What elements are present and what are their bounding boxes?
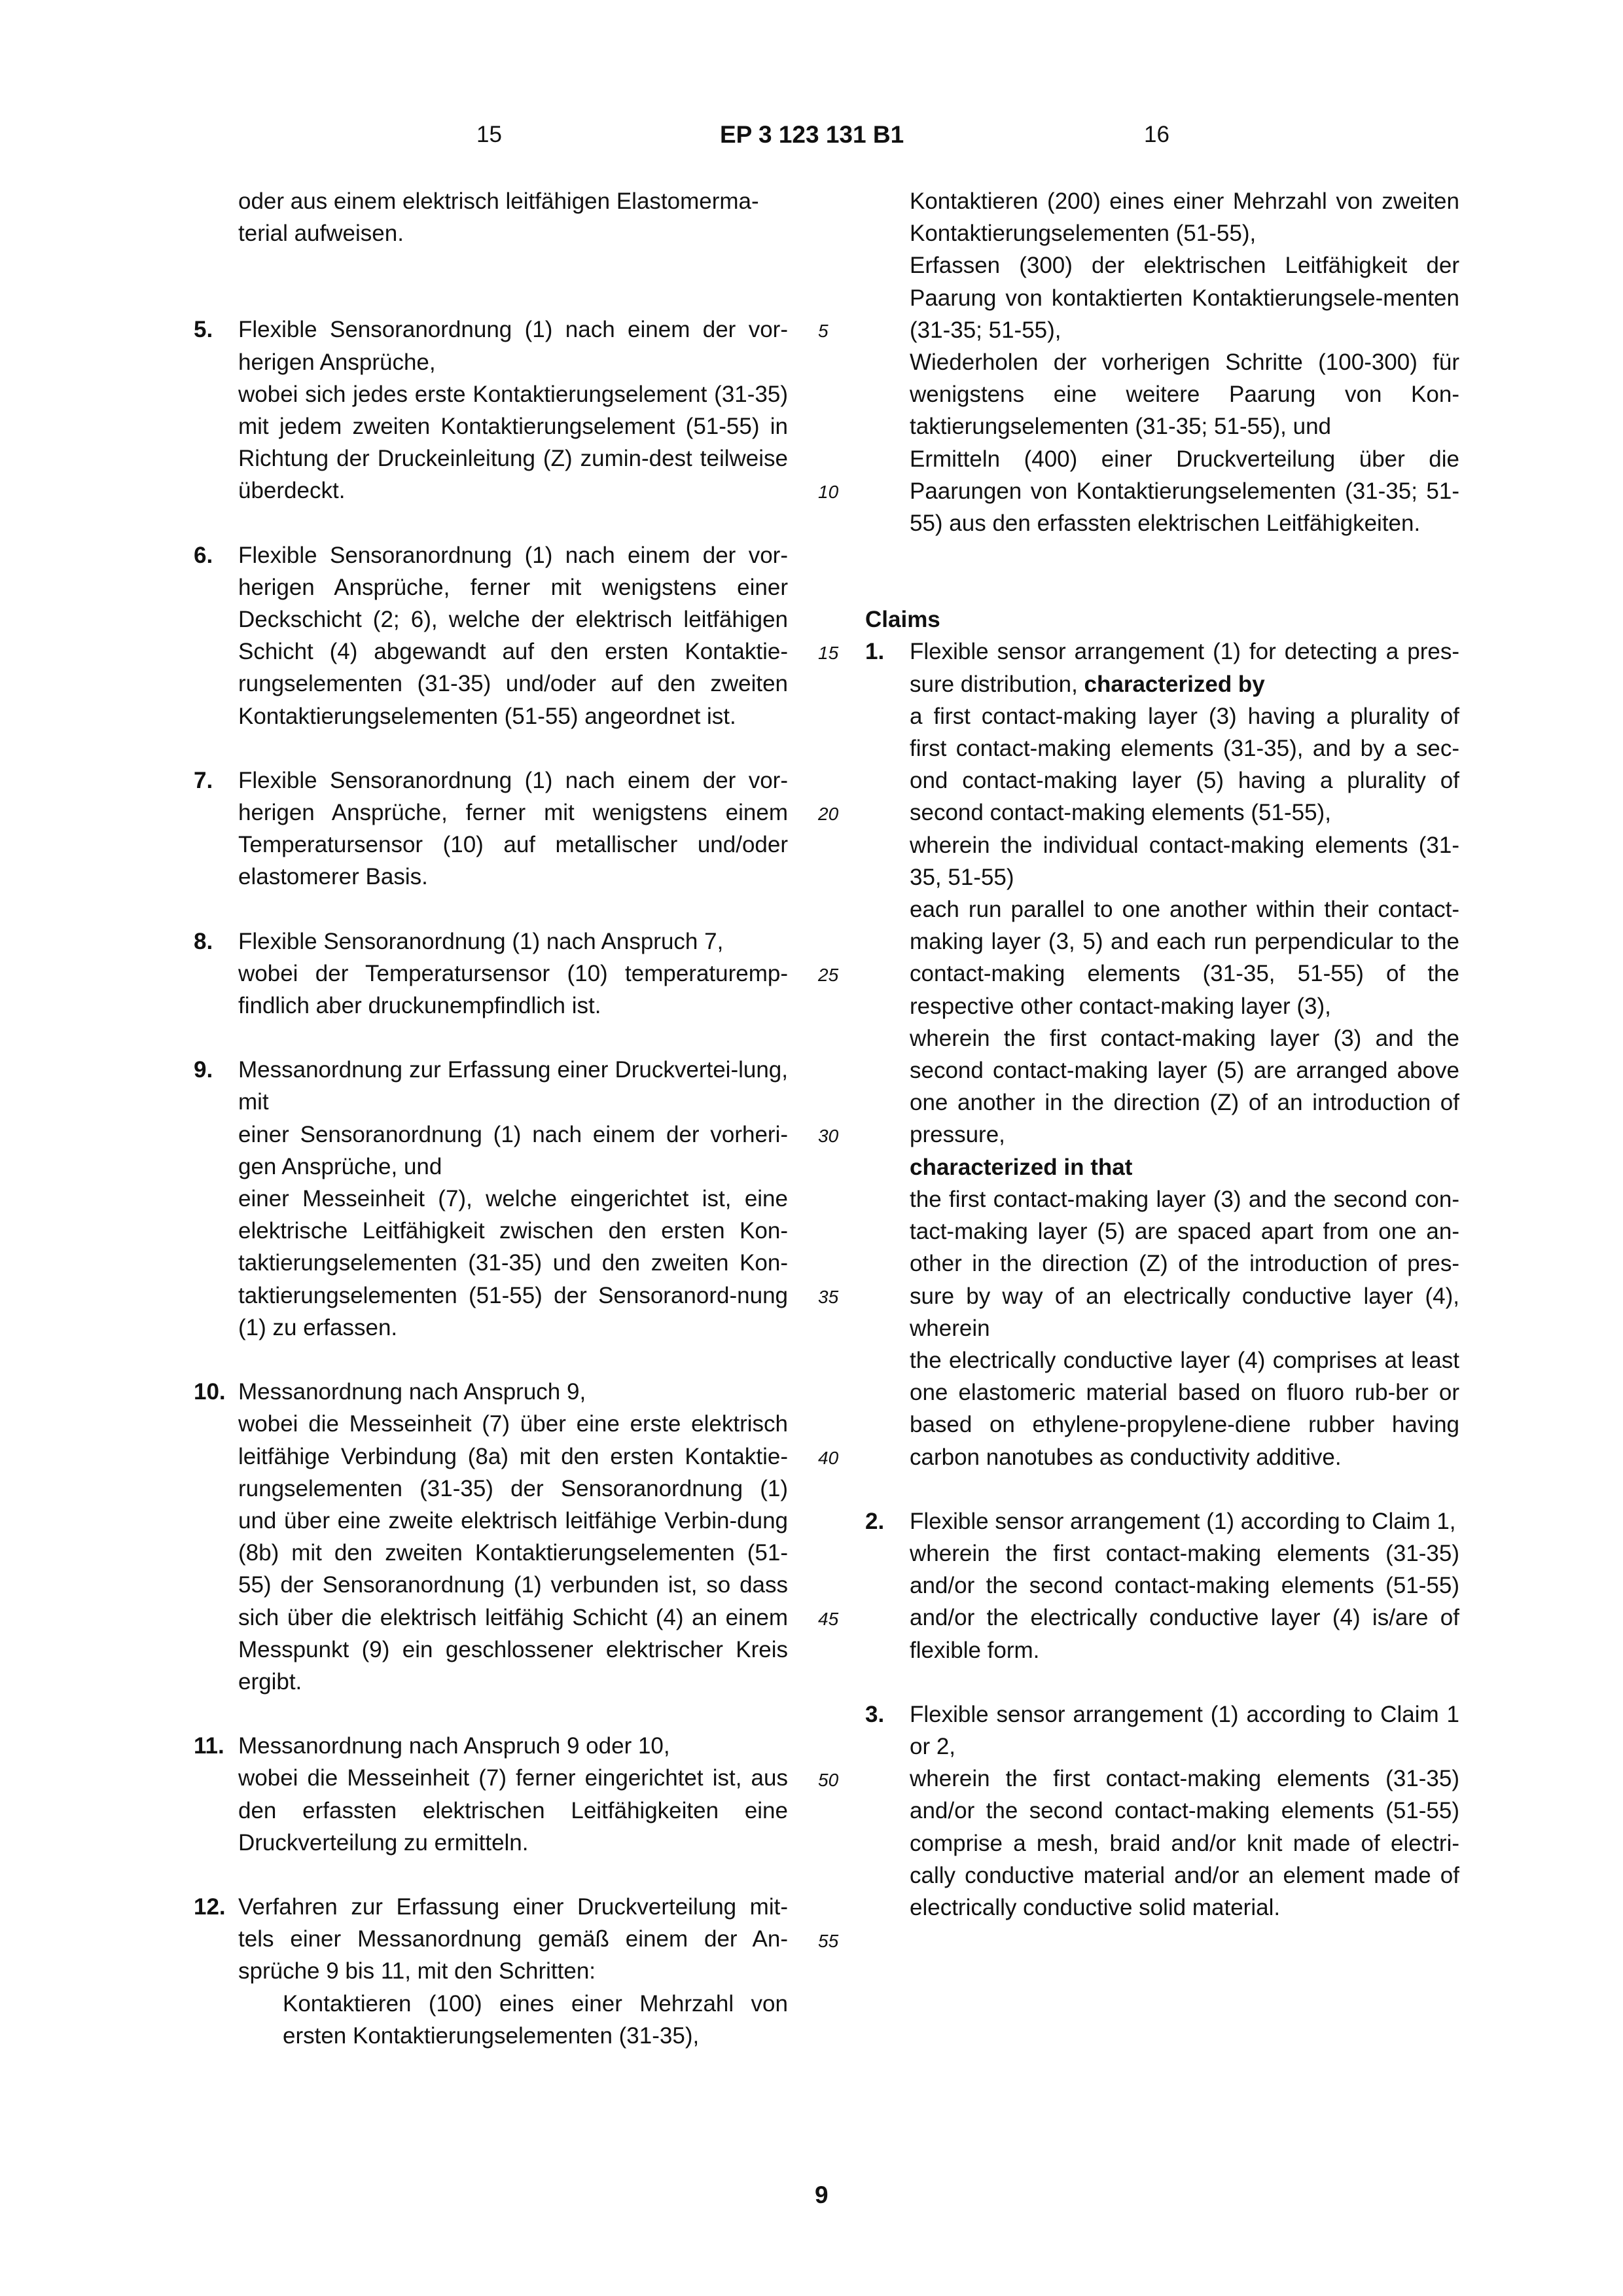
claim-number: 1. [865,639,885,665]
method-step: Wiederholen der vorherigen Schritte (100-300) für wenigstens eine weitere Paarung von Kon-taktierungselementen (31-35; 51-55), und [910,350,1459,440]
page-folio: 9 [815,2181,829,2208]
claim-number: 10. [194,1379,226,1405]
continuation-line: oder aus einem elektrisch leitfähigen Elastomerma- [238,188,759,214]
claim-text [910,636,1459,700]
claim-intro: Flexible sensor arrangement (1) for detecting a pres-sure distribution, [910,639,1459,697]
right-column [865,185,1459,1956]
claim-text: Verfahren zur Erfassung einer Druckverteilung mit-tels einer Messanordnung gemäß einem der An-sprüche 9 bis 11, mit den Schritten: [238,1893,788,1984]
claim-text: Messanordnung zur Erfassung einer Druckvertei-lung, mit [238,1057,788,1115]
claim-text: wobei der Temperatursensor (10) temperaturemp-findlich aber druckunempfindlich ist. [238,960,788,1019]
document-id: EP 3 123 131 B1 [720,121,904,148]
claim-text: Flexible Sensoranordnung (1) nach einem der vor-herigen Ansprüche, [238,317,788,375]
claim-text: Flexible Sensoranordnung (1) nach einem der vor-herigen Ansprüche, ferner mit wenigstens einem Temperatursensor (10) auf metallischer und/oder elastomerer Basis. [238,767,788,890]
claim-step: Kontaktieren (100) eines einer Mehrzahl von ersten Kontaktierungselementen (31-35), [283,1990,788,2049]
claim-keyword: characterized by [1084,671,1265,697]
claim-number: 7. [194,767,213,793]
claim-text: Flexible Sensoranordnung (1) nach Anspruch 7, [238,928,724,954]
line-number: 20 [818,804,839,824]
line-number: 25 [818,965,839,985]
claim-number: 6. [194,542,213,568]
claim-9 [194,1054,788,1344]
claim-text: wobei sich jedes erste Kontaktierungselement (31-35) mit jedem zweiten Kontaktierungselement (51-55) in Richtung der Druckeinleitung (Z) zumin-dest teilweise überdeckt. [238,381,788,504]
claim-text: wherein the first contact-making layer (3) and the second contact-making layer (5) are arranged above one another in the direction (Z) of an introduction of pressure, [910,1025,1459,1148]
claim-11 [194,1730,788,1859]
claim-text: wherein the individual contact-making elements (31-35, 51-55) [910,832,1459,890]
claim-text: Flexible sensor arrangement (1) according to Claim 1 or 2, [910,1701,1459,1759]
line-number: 30 [818,1126,839,1146]
claim-text: Messanordnung nach Anspruch 9, [238,1379,586,1405]
left-continuation [194,185,788,249]
claim-text: wherein the first contact-making elements (31-35) and/or the second contact-making elements (51-55) and/or the electrically conductive layer (4) is/are of flexible form. [910,1540,1459,1663]
continuation-line: terial aufweisen. [238,221,404,247]
left-page-number: 15 [476,122,502,147]
claim-10 [194,1376,788,1698]
line-number: 55 [818,1931,839,1951]
right-page-number: 16 [1144,122,1169,147]
line-number: 40 [818,1448,839,1468]
claim-12 [194,1891,788,2052]
claim-number: 11. [194,1733,224,1759]
claim-text: Messanordnung nach Anspruch 9 oder 10, [238,1733,670,1759]
line-number: 45 [818,1609,839,1629]
claim-number: 5. [194,317,213,343]
claim-text: einer Messeinheit (7), welche eingerichtet ist, eine elektrische Leitfähigkeit zwischen den ersten Kon-taktierungselementen (31-35) und den zweiten Kon-taktierungselementen (51-55) der Sensoranord-nung (1) zu erfassen. [238,1186,788,1340]
claim-1 [865,636,1459,1473]
claim-text: Flexible sensor arrangement (1) according to Claim 1, [910,1508,1456,1534]
claim-number: 8. [194,928,213,954]
left-column [194,185,788,2084]
method-step: Kontaktieren (200) eines einer Mehrzahl von zweiten Kontaktierungselementen (51-55), [910,188,1459,247]
claim-text: the electrically conductive layer (4) comprises at least one elastomeric material based on fluoro rub-ber or based on ethylene-propylene-diene rubber having carbon nanotubes as conductivity additive. [910,1347,1459,1470]
method-step: Erfassen (300) der elektrischen Leitfähigkeit der Paarung von kontaktierten Kontaktierungsele-menten (31-35; 51-55), [910,253,1459,343]
claim-text: the first contact-making layer (3) and the second con-tact-making layer (5) are spaced apart from one an-other in the direction (Z) of the introduction of pres-sure by way of an electrically conductive layer (4), wherein [910,1186,1459,1341]
line-number: 10 [818,482,839,502]
claim-text: wobei die Messeinheit (7) ferner eingerichtet ist, aus den erfassten elektrischen Leitfähigkeiten eine Druckverteilung zu ermitteln. [238,1765,788,1856]
claim-text: a first contact-making layer (3) having a plurality of first contact-making elements (31-35), and by a sec-ond contact-making layer (5) having a plurality of second contact-making elements (51-55), [910,703,1459,826]
claim-number: 3. [865,1701,885,1727]
claim-text: wherein the first contact-making elements (31-35) and/or the second contact-making elements (51-55) comprise a mesh, braid and/or knit made of electri-cally conductive material and/or an element made of electrically conductive solid material. [910,1766,1459,1920]
line-number: 50 [818,1770,839,1790]
claim-text: Flexible Sensoranordnung (1) nach einem der vor-herigen Ansprüche, ferner mit wenigstens einer Deckschicht (2; 6), welche der elektrisch leitfähigen Schicht (4) abgewandt auf den ersten Kontaktie-rungselementen (31-35) und/oder auf den zweiten Kontaktierungselementen (51-55) angeordnet ist. [238,542,788,729]
line-number: 15 [818,643,839,663]
right-continuation [865,185,1459,539]
method-step: Ermitteln (400) einer Druckverteilung über die Paarungen von Kontaktierungselementen (31-35; 51-55) aus den erfassten elektrischen Leitfähigkeiten. [910,446,1459,537]
claim-text: wobei die Messeinheit (7) über eine erste elektrisch leitfähige Verbindung (8a) mit den ersten Kontaktie-rungselementen (31-35) der Sensoranordnung (1) und über eine zweite elektrisch leitfähige Verbin-dung (8b) mit den zweiten Kontaktierungselementen (51-55) der Sensoranordnung (1) verbunden ist, so dass sich über die elektrisch leitfähig Schicht (4) an einem Messpunkt (9) ein geschlossener elektrischer Kreis ergibt. [238,1411,788,1695]
claim-number: 12. [194,1893,226,1920]
claim-8 [194,925,788,1022]
line-number: 35 [818,1287,839,1307]
claim-text: einer Sensoranordnung (1) nach einem der vorheri-gen Ansprüche, und [238,1121,788,1179]
claim-3 [865,1698,1459,1924]
claim-keyword: characterized in that [910,1154,1133,1180]
line-number: 5 [818,321,829,341]
claim-6 [194,539,788,732]
claim-number: 9. [194,1057,213,1083]
claim-text: each run parallel to one another within their contact-making layer (3, 5) and each run perpendicular to the contact-making elements (31-35, 51-55) of the respective other contact-making layer (3), [910,897,1459,1019]
claim-number: 2. [865,1508,885,1534]
claim-7 [194,764,788,893]
claim-2 [865,1505,1459,1666]
claim-5 [194,314,788,507]
claims-heading: Claims [865,607,940,633]
